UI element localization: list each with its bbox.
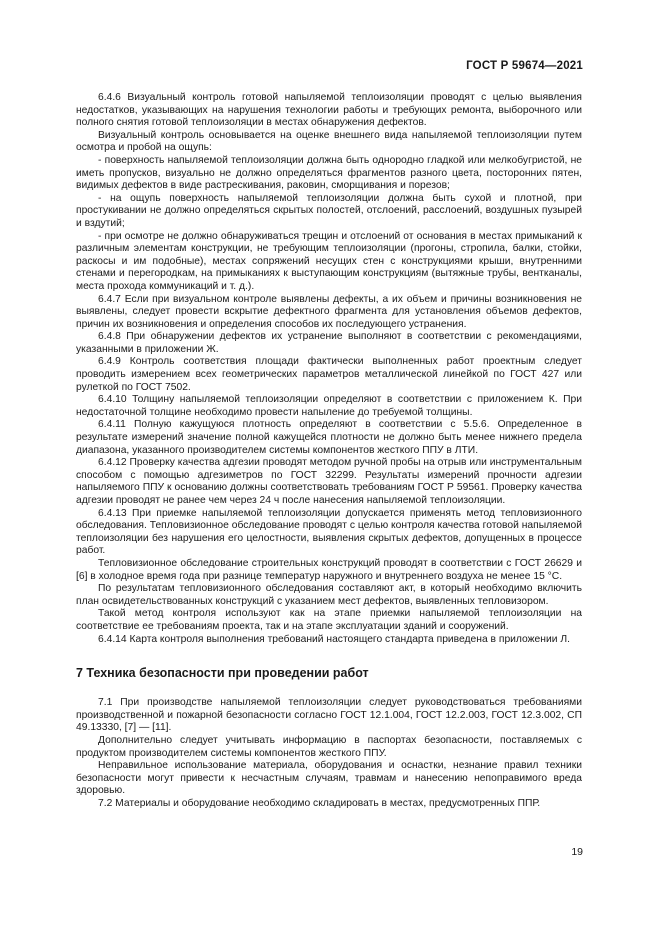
paragraph: 6.4.7 Если при визуальном контроле выявлены дефекты, а их объем и причины возникновения не выявлены, следует провести вскрытие дефектного фрагмента для установления объемов дефектов, причин их возникновения и определения способов их последующего устранения.	[76, 293, 582, 330]
standard-header: ГОСТ Р 59674—2021	[466, 60, 583, 72]
paragraph: 6.4.13 При приемке напыляемой теплоизоляции допускается применять метод тепловизионного обследования. Тепловизионное обследование проводят с целью контроля качества готовой напыляемой теплоизоляции без нарушения его целостности, выявления скрытых дефектов, допущенных в процессе работ.	[76, 507, 582, 557]
paragraph: 6.4.6 Визуальный контроль готовой напыляемой теплоизоляции проводят с целью выявления недостатков, указывающих на нарушения технологии работы и требующих ремонта, выборочного или полного снятия готовой теплоизоляции в местах обнаружения дефектов.	[76, 92, 582, 129]
paragraph: 6.4.10 Толщину напыляемой теплоизоляции определяют в соответствии с приложением К. При недостаточной толщине необходимо провести напыление до требуемой толщины.	[76, 394, 582, 418]
paragraph: По результатам тепловизионного обследования составляют акт, в который необходимо включить план освидетельствованных конструкций с указанием мест дефектов, выявленных тепловизором.	[76, 583, 582, 607]
paragraph: Такой метод контроля используют как на этапе приемки напыляемой теплоизоляции на соответствие ее требованиям проекта, так и на этапе эксплуатации зданий и сооружений.	[76, 608, 582, 632]
section-title: 7 Техника безопасности при проведении работ	[76, 666, 369, 681]
paragraph: Дополнительно следует учитывать информацию в паспортах безопасности, поставляемых с продуктом производителем системы компонентов жесткого ППУ.	[76, 734, 582, 759]
paragraph: 6.4.11 Полную кажущуюся плотность определяют в соответствии с 5.5.6. Определенное в результате измерений значение полной кажущейся плотности не должно быть менее нижнего предела диапазона, указанного производителем системы компонентов жесткого ППУ в ЛТИ.	[76, 419, 582, 456]
list-item: - при осмотре не должно обнаруживаться трещин и отслоений от основания в местах примыканий к различным элементам конструкции, не требующим теплоизоляции (прогоны, стропила, балки, стойки, раскосы и им подобные), местах сопряжений несущих стен с конструкциями крыши, внутренними стенами и перегородкам, на примыканиях к выступающим конструкциям (вытяжные трубы, вентканалы, места прохода коммуникаций и т. д.).	[76, 230, 582, 292]
paragraph: 6.4.8 При обнаружении дефектов их устранение выполняют в соответствии с рекомендациями, указанными в приложении Ж.	[76, 331, 582, 355]
paragraph: 6.4.12 Проверку качества адгезии проводят методом ручной пробы на отрыв или инструментальным способом с помощью адгезиметров по ГОСТ 32299. Результаты измерений прочности адгезии напыляемого ППУ к основанию должны соответствовать требованиям ГОСТ Р 59561. Проверку качества адгезии проводят не ранее чем через 24 ч после нанесения напыляемой теплоизоляции.	[76, 457, 583, 506]
paragraph: Визуальный контроль основывается на оценке внешнего вида напыляемой теплоизоляции путем осмотра и пробой на ощупь:	[76, 129, 582, 154]
paragraph: Неправильное использование материала, оборудования и оснастки, незнание правил техники безопасности могут привести к несчастным случаям, травмам и нанесению непоправимого вреда здоровью.	[76, 760, 582, 797]
paragraph: Тепловизионное обследование строительных конструкций проводят в соответствии с ГОСТ 26629 и [6] в холодное время года при разнице температур наружного и внутреннего воздуха не менее 15 °С.	[76, 557, 582, 582]
paragraph: 6.4.14 Карта контроля выполнения требований настоящего стандарта приведена в приложении Л.	[98, 633, 570, 645]
page-content	[76, 92, 582, 810]
list-item: - на ощупь поверхность напыляемой теплоизоляции должна быть сухой и плотной, при простукивании не должно определяться скрытых полостей, отслоений, расслоений, воздушных пузырей и вздутий;	[76, 192, 582, 229]
page-number: 19	[571, 846, 583, 858]
paragraph: 7.1 При производстве напыляемой теплоизоляции следует руководствоваться требованиями производственной и пожарной безопасности согласно ГОСТ 12.1.004, ГОСТ 12.2.003, ГОСТ 12.3.002, СП 49.13330, [7] — [11].	[76, 697, 582, 734]
list-item: - поверхность напыляемой теплоизоляции должна быть однородно гладкой или мелкобугристой, не иметь пропусков, визуально не должно определяться фрагментов разного цвета, посторонних пятен, видимых дефектов в виде растрескивания, раковин, сморщивания и порезов;	[76, 154, 582, 192]
paragraph: 7.2 Материалы и оборудование необходимо складировать в местах, предусмотренных ППР.	[98, 797, 541, 809]
paragraph: 6.4.9 Контроль соответствия площади фактически выполненных работ проектным следует проводить измерением всех геометрических параметров металлической линейкой по ГОСТ 427 или рулеткой по ГОСТ 7502.	[76, 356, 582, 393]
